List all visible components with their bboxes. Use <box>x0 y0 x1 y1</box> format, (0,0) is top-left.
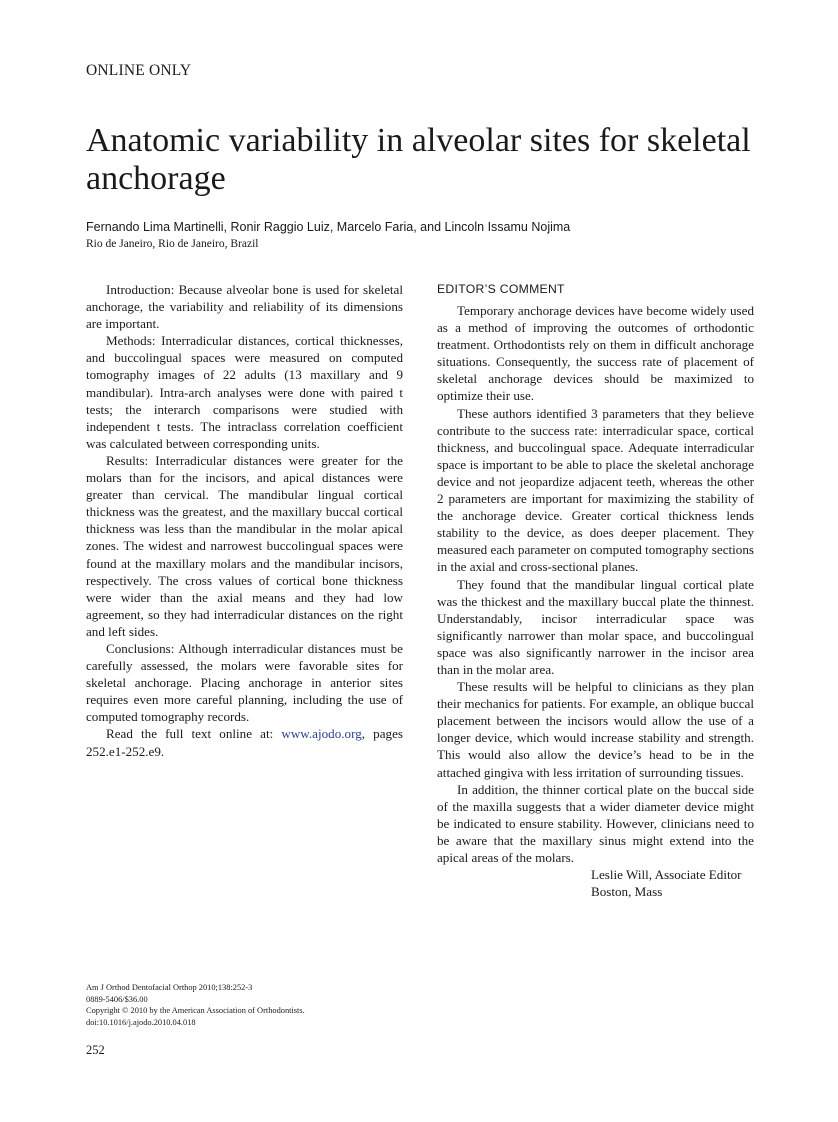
signature-name: Leslie Will, Associate Editor <box>591 867 742 883</box>
section-label: ONLINE ONLY <box>86 62 192 79</box>
read-full-text-prefix: Read the full text online at: <box>106 726 282 742</box>
article-title: Anatomic variability in alveolar sites for skeletal anchorage <box>86 122 751 197</box>
abstract-column <box>86 281 403 760</box>
citation-footer <box>86 982 486 1028</box>
editor-comment-column <box>437 281 754 900</box>
editor-paragraph: They found that the mandibular lingual cortical plate was the thickest and the maxillary buccal plate the thinnest. Understandably, incisor interradicular space was significantly narrower than molar space, and buccolingual space was also significantly narrower in the incisor area than in the molar area. <box>437 576 754 677</box>
editor-paragraph: These authors identified 3 parameters that they believe contribute to the success rate: interradicular space, cortical thickness, and buccolingual space. Adequate interradicular space is important to be able to place the skeletal anchorage device and not jeopardize adjacent teeth, whereas the other 2 parameters are important for maximizing the stability of the anchorage device. Greater cortical thickness lends stability to the device, as does deeper placement. They measured each parameter on computed tomography sections in the axial and cross-sectional planes. <box>437 405 754 575</box>
editor-comment-heading: EDITOR’S COMMENT <box>437 282 565 296</box>
editor-paragraph: Temporary anchorage devices have become widely used as a method of improving the outcomes of orthodontic treatment. Orthodontists rely on them in difficult anchorage situations. Consequently, the success rate of placement of skeletal anchorage devices should be maximized to optimize their use. <box>437 303 754 404</box>
editor-paragraph: These results will be helpful to clinicians as they plan their mechanics for patients. For example, an oblique buccal placement between the incisors would allow the use of a longer device, which would increase stability and strength. This would also allow the device’s head to be in the attached gingiva with less irritation of surrounding tissues. <box>437 679 754 780</box>
issn-price: 0889-5406/$36.00 <box>86 994 148 1004</box>
abstract-introduction: Introduction: Because alveolar bone is used for skeletal anchorage, the variability and reliability of its dimensions are important. <box>86 282 403 332</box>
abstract-conclusions: Conclusions: Although interradicular distances must be carefully assessed, the molars were favorable sites for skeletal anchorage. Placing anchorage in anterior sites requires even more careful planning, including the use of computed tomography records. <box>86 640 403 725</box>
abstract-methods: Methods: Interradicular distances, cortical thicknesses, and buccolingual spaces were measured on computed tomography images of 22 adults (13 maxillary and 9 mandibular). Intra-arch analyses were done with paired t tests; the interarch comparisons were studied with independent t tests. The intraclass correlation coefficient was calculated between corresponding units. <box>86 333 403 451</box>
journal-citation: Am J Orthod Dentofacial Orthop 2010;138:252-3 <box>86 983 253 992</box>
read-full-text-pages: , pages 252.e1-252.e9. <box>86 726 403 759</box>
journal-link[interactable]: www.ajodo.org <box>281 726 362 742</box>
copyright-line: Copyright © 2010 by the American Association of Orthodontists. <box>86 1006 305 1016</box>
author-location: Rio de Janeiro, Rio de Janeiro, Brazil <box>86 238 259 250</box>
page-number: 252 <box>86 1043 105 1057</box>
editor-signature <box>437 866 754 900</box>
author-list: Fernando Lima Martinelli, Ronir Raggio Luiz, Marcelo Faria, and Lincoln Issamu Nojima <box>86 220 571 234</box>
signature-place: Boston, Mass <box>591 884 663 900</box>
doi-line: doi:10.1016/j.ajodo.2010.04.018 <box>86 1017 196 1027</box>
editor-paragraph: In addition, the thinner cortical plate on the buccal side of the maxilla suggests that a wider diameter device might be indicated to ensure stability. However, clinicians need to be aware that the maxillary sinus might extend into the apical areas of the molars. <box>437 781 754 865</box>
read-full-text <box>86 725 403 759</box>
abstract-results: Results: Interradicular distances were greater for the molars than for the incisors, and apical distances were greater than cervical. The mandibular lingual cortical thickness was the greatest, and the maxillary buccal cortical thickness was less than the mandibular in the molar apical zones. The widest and narrowest buccolingual spaces were found at the maxillary molars and the mandibular incisors, respectively. The cross values of cortical bone thickness were wider than the axial means and they had low agreement, so they had interradicular distances on the right and left sides. <box>86 452 403 639</box>
